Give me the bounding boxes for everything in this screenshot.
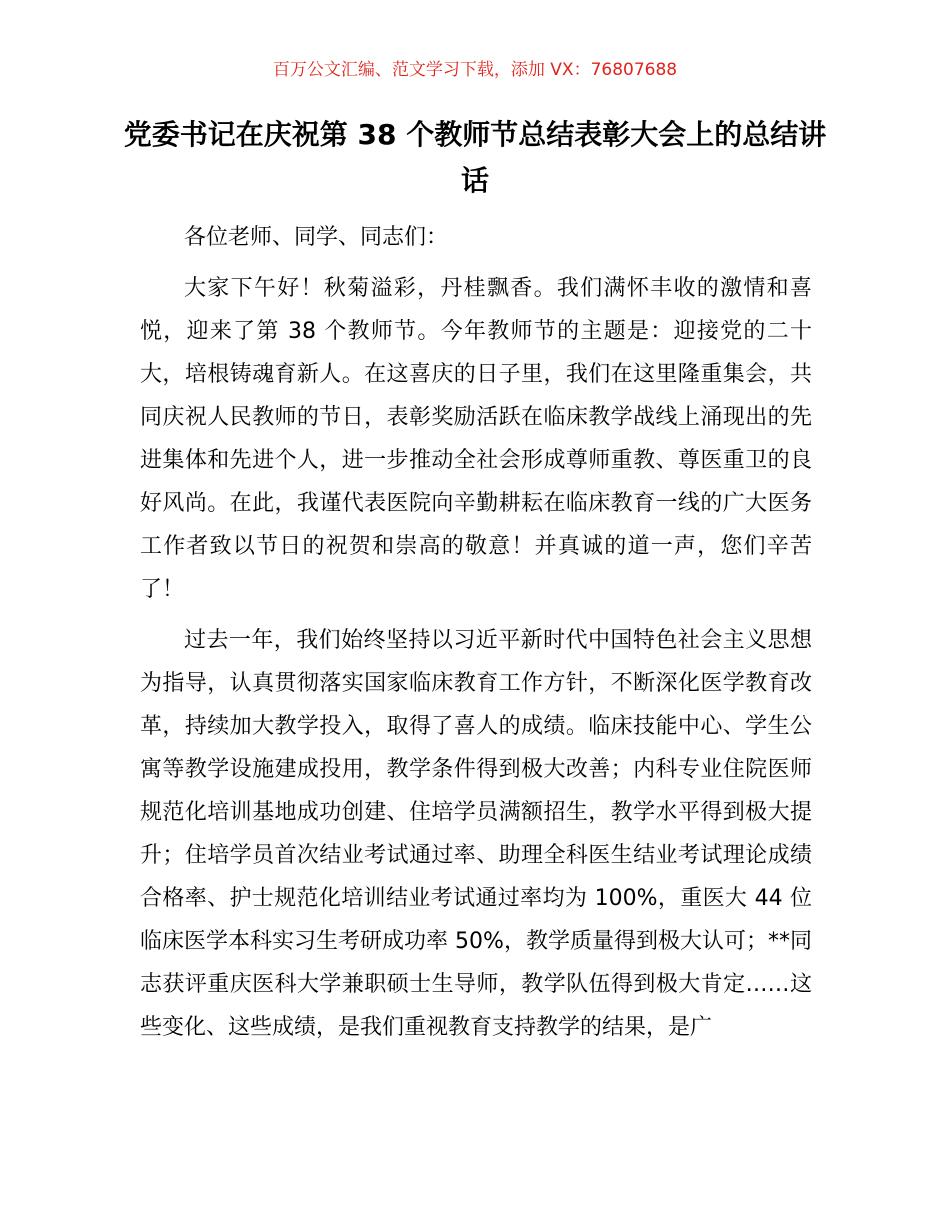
paragraph-1: 大家下午好！秋菊溢彩，丹桂飘香。我们满怀丰收的激情和喜悦，迎来了第 38 个教师节。今年教师节的主题是：迎接党的二十大，培根铸魂育新人。在这喜庆的日子里，我们在这里隆重集会，共同庆祝人民教师的节日，表彰奖励活跃在临床教学战线上涌现出的先进集体和先进个人，进一步推动全社会形成尊师重教、尊医重卫的良好风尚。在此，我谨代表医院向辛勤耕耘在临床教育一线的广大医务工作者致以节日的祝贺和崇高的敬意！并真诚的道一声，您们辛苦了！ [140, 276, 812, 602]
paragraph-2: 过去一年，我们始终坚持以习近平新时代中国特色社会主义思想为指导，认真贯彻落实国家临床教育工作方针，不断深化医学教育改革，持续加大教学投入，取得了喜人的成绩。临床技能中心、学生公寓等教学设施建成投用，教学条件得到极大改善；内科专业住院医师规范化培训基地成功创建、住培学员满额招生，教学水平得到极大提升；住培学员首次结业考试通过率、助理全科医生结业考试理论成绩合格率、护士规范化培训结业考试通过率均为 100%，重医大 44 位临床医学本科实习生考研成功率 50%，教学质量得到极大认可；**同志获评重庆医科大学兼职硕士生导师，教学队伍得到极大肯定……这些变化、这些成绩，是我们重视教育支持教学的结果，是广 [140, 628, 812, 1040]
salutation: 各位老师、同学、同志们： [184, 225, 449, 250]
header-banner: 百万公文汇编、范文学习下载，添加 VX：76807688 [272, 60, 678, 80]
document-body [140, 216, 812, 1057]
document-title: 党委书记在庆祝第 38 个教师节总结表彰大会上的总结讲话 [123, 118, 827, 197]
